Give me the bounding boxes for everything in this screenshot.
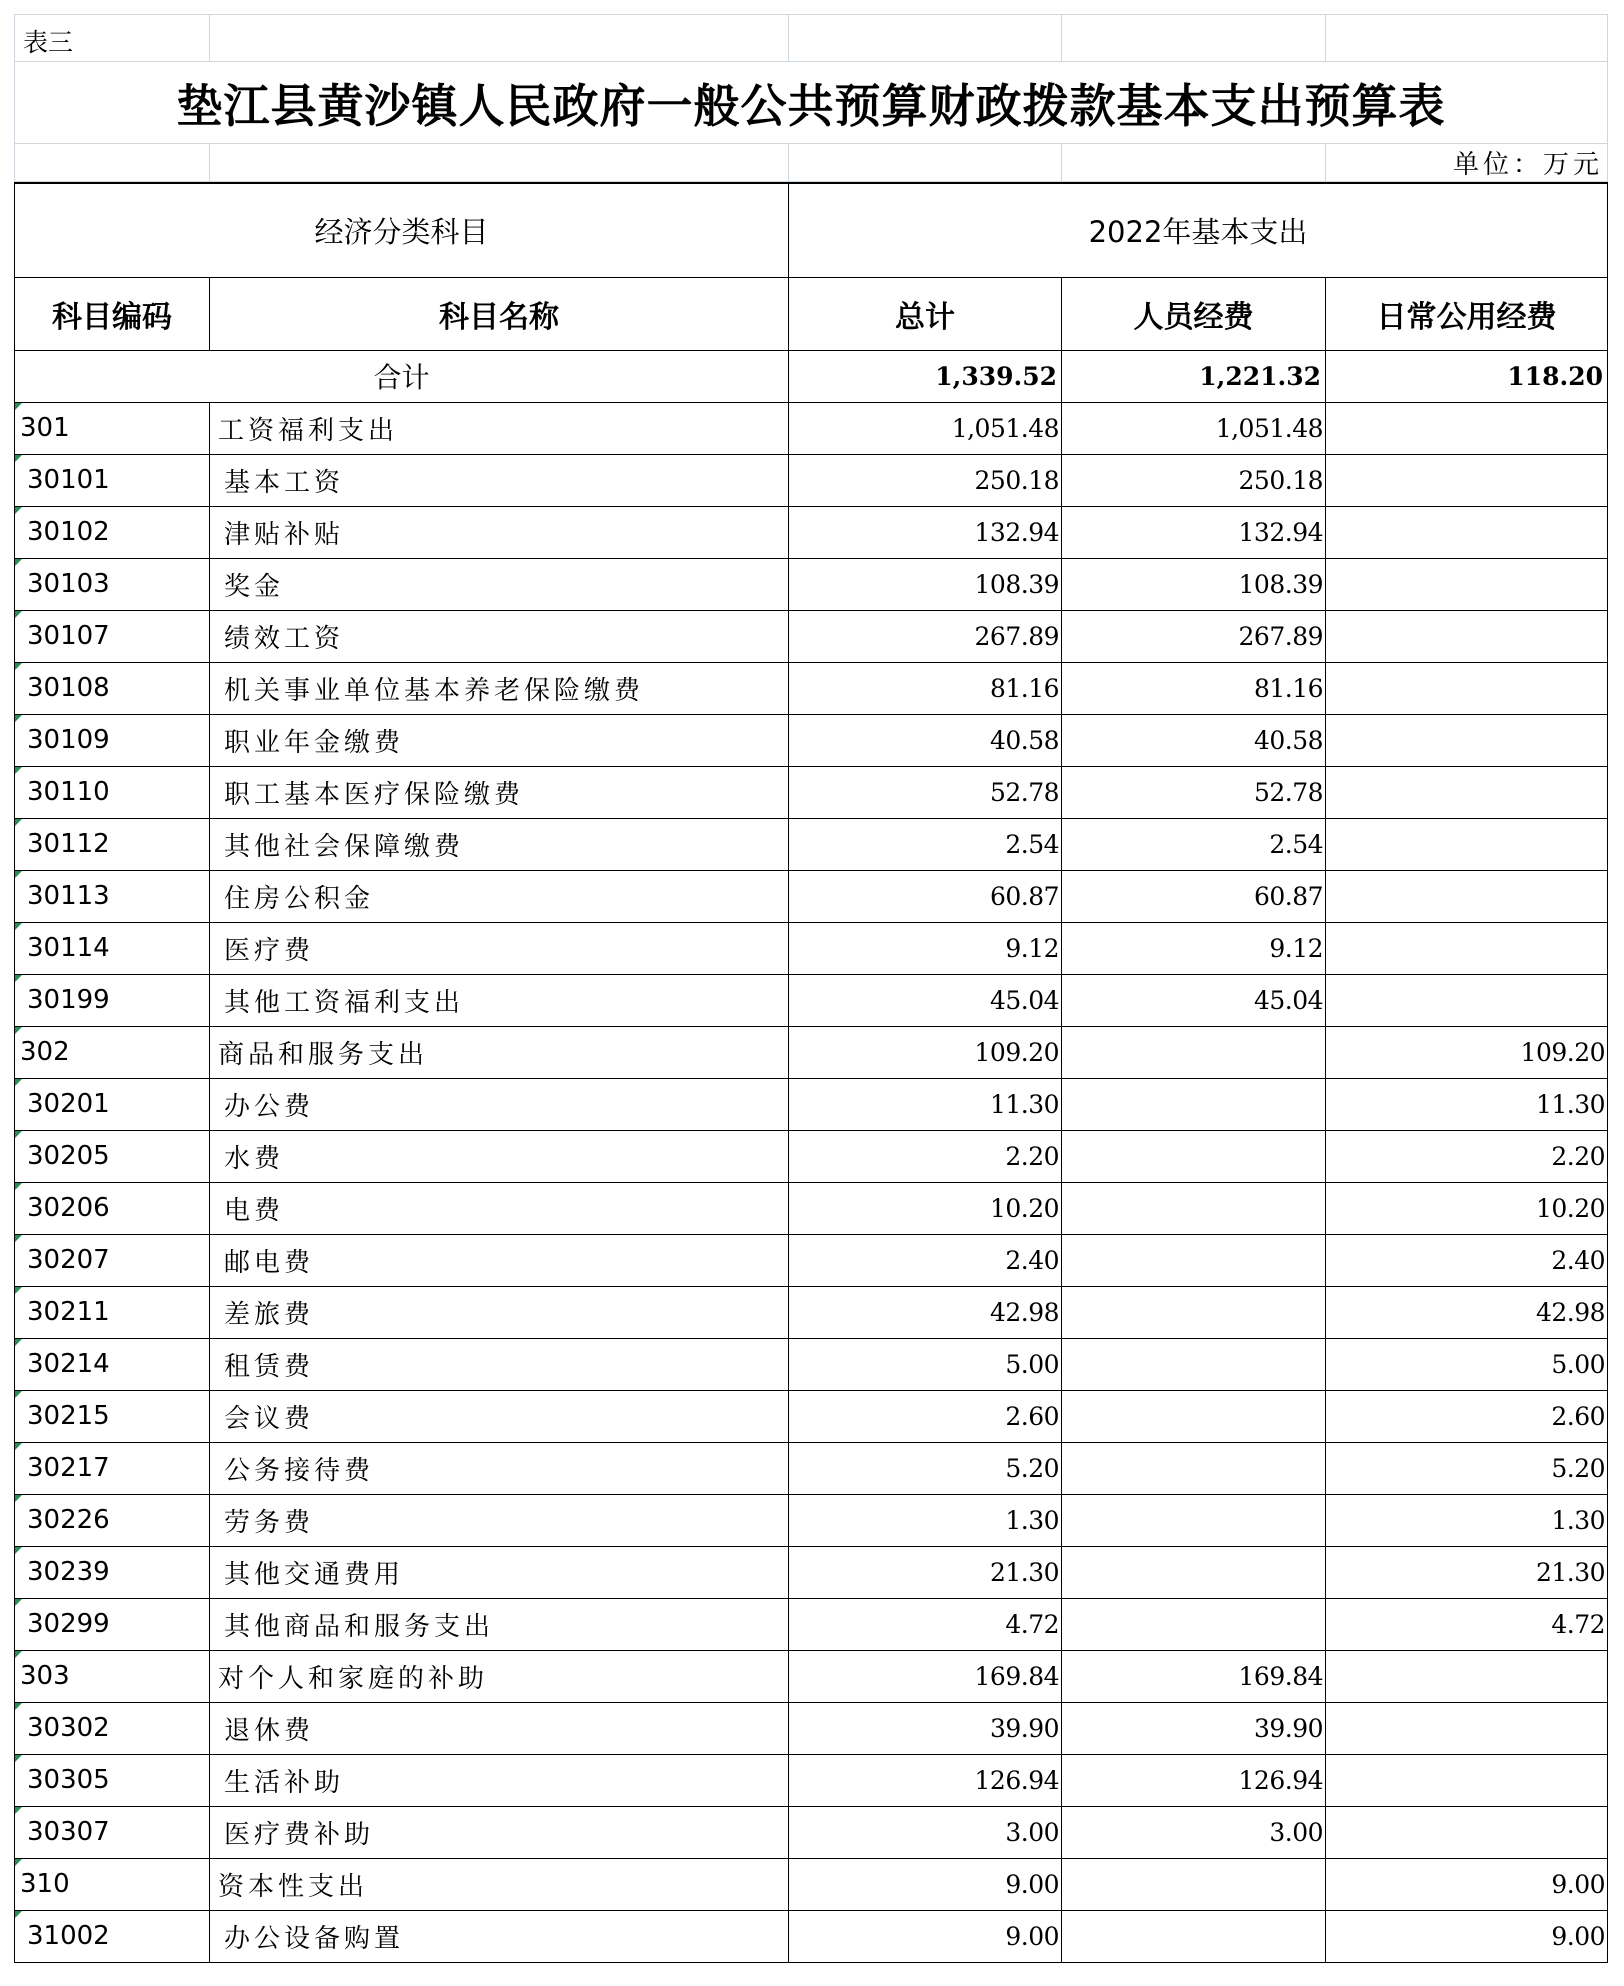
header-public[interactable]: 日常公用经费 <box>1326 277 1608 350</box>
amount-personnel[interactable] <box>1062 1130 1326 1182</box>
amount-personnel[interactable]: 169.84 <box>1062 1650 1326 1702</box>
amount-personnel[interactable]: 81.16 <box>1062 662 1326 714</box>
subject-name[interactable]: 住房公积金 <box>210 870 789 922</box>
total-label[interactable]: 合计 <box>15 350 789 402</box>
subject-code[interactable] <box>15 870 210 922</box>
subject-code-text: 302 <box>20 1037 70 1067</box>
table-row <box>15 1442 1608 1494</box>
amount-total[interactable]: 9.00 <box>789 1858 1062 1910</box>
amount-total[interactable]: 2.60 <box>789 1390 1062 1442</box>
green-triangle-icon <box>15 1287 22 1294</box>
subject-name[interactable]: 劳务费 <box>210 1494 789 1546</box>
table-row <box>15 1858 1608 1910</box>
table-row <box>15 1286 1608 1338</box>
table-row <box>15 506 1608 558</box>
amount-total[interactable]: 1.30 <box>789 1494 1062 1546</box>
subject-code-text: 30102 <box>27 517 110 547</box>
sheet-header-grid <box>14 14 1608 182</box>
amount-personnel[interactable] <box>1062 1234 1326 1286</box>
amount-total[interactable]: 60.87 <box>789 870 1062 922</box>
green-triangle-icon <box>15 559 22 566</box>
amount-total[interactable]: 45.04 <box>789 974 1062 1026</box>
table-row <box>15 1182 1608 1234</box>
budget-table <box>14 182 1608 1963</box>
subject-code-text: 30103 <box>27 569 110 599</box>
header-econ-class[interactable]: 经济分类科目 <box>15 183 789 277</box>
subject-code[interactable] <box>15 1650 210 1702</box>
amount-personnel[interactable]: 2.54 <box>1062 818 1326 870</box>
table-row <box>15 1338 1608 1390</box>
amount-public[interactable] <box>1326 454 1608 506</box>
amount-public[interactable]: 4.72 <box>1326 1598 1608 1650</box>
table-row <box>15 1702 1608 1754</box>
amount-personnel[interactable]: 40.58 <box>1062 714 1326 766</box>
subject-name[interactable]: 水费 <box>210 1130 789 1182</box>
table-row <box>15 1546 1608 1598</box>
subject-code-text: 30108 <box>27 673 110 703</box>
green-triangle-icon <box>15 507 22 514</box>
subject-name[interactable]: 商品和服务支出 <box>210 1026 789 1078</box>
green-triangle-icon <box>15 1079 22 1086</box>
subject-name[interactable]: 办公设备购置 <box>210 1910 789 1962</box>
subject-code[interactable] <box>15 1390 210 1442</box>
green-triangle-icon <box>15 403 22 410</box>
total-public[interactable]: 118.20 <box>1326 350 1608 402</box>
subject-code[interactable] <box>15 1182 210 1234</box>
amount-personnel[interactable]: 250.18 <box>1062 454 1326 506</box>
empty-cell[interactable] <box>210 15 789 62</box>
subject-code-text: 30109 <box>27 725 110 755</box>
amount-personnel[interactable]: 1,051.48 <box>1062 402 1326 454</box>
amount-total[interactable]: 267.89 <box>789 610 1062 662</box>
subject-name[interactable]: 生活补助 <box>210 1754 789 1806</box>
amount-total[interactable]: 11.30 <box>789 1078 1062 1130</box>
subject-name[interactable]: 差旅费 <box>210 1286 789 1338</box>
amount-personnel[interactable]: 108.39 <box>1062 558 1326 610</box>
empty-cell[interactable] <box>1326 15 1608 62</box>
amount-personnel[interactable]: 52.78 <box>1062 766 1326 818</box>
amount-total[interactable]: 9.00 <box>789 1910 1062 1962</box>
subject-code[interactable] <box>15 1338 210 1390</box>
green-triangle-icon <box>15 663 22 670</box>
green-triangle-icon <box>15 1547 22 1554</box>
green-triangle-icon <box>15 1651 22 1658</box>
subject-code[interactable] <box>15 610 210 662</box>
amount-total[interactable]: 5.20 <box>789 1442 1062 1494</box>
amount-public[interactable] <box>1326 1754 1608 1806</box>
table-row <box>15 610 1608 662</box>
table-row <box>15 1130 1608 1182</box>
subject-name[interactable]: 公务接待费 <box>210 1442 789 1494</box>
amount-public[interactable]: 21.30 <box>1326 1546 1608 1598</box>
subject-code[interactable] <box>15 1234 210 1286</box>
amount-public[interactable] <box>1326 1702 1608 1754</box>
subject-name[interactable]: 其他商品和服务支出 <box>210 1598 789 1650</box>
subject-code[interactable] <box>15 1130 210 1182</box>
subject-code-text: 301 <box>20 413 70 443</box>
subject-code-text: 30305 <box>27 1765 110 1795</box>
subject-name[interactable]: 租赁费 <box>210 1338 789 1390</box>
table-row <box>15 1078 1608 1130</box>
amount-public[interactable]: 109.20 <box>1326 1026 1608 1078</box>
table-row <box>15 402 1608 454</box>
amount-total[interactable]: 81.16 <box>789 662 1062 714</box>
table-row <box>15 1026 1608 1078</box>
amount-personnel[interactable] <box>1062 1442 1326 1494</box>
table-row <box>15 558 1608 610</box>
header-total[interactable]: 总计 <box>789 277 1062 350</box>
subject-code-text: 30110 <box>27 777 110 807</box>
green-triangle-icon <box>15 1339 22 1346</box>
header-code[interactable]: 科目编码 <box>15 277 210 350</box>
subject-code-text: 30217 <box>27 1453 110 1483</box>
subject-code[interactable] <box>15 402 210 454</box>
amount-total[interactable]: 42.98 <box>789 1286 1062 1338</box>
amount-total[interactable]: 169.84 <box>789 1650 1062 1702</box>
green-triangle-icon <box>15 1703 22 1710</box>
subject-name[interactable]: 基本工资 <box>210 454 789 506</box>
page-title[interactable]: 垫江县黄沙镇人民政府一般公共预算财政拨款基本支出预算表 <box>15 62 1608 144</box>
amount-public[interactable]: 9.00 <box>1326 1910 1608 1962</box>
amount-total[interactable]: 132.94 <box>789 506 1062 558</box>
total-personnel[interactable]: 1,221.32 <box>1062 350 1326 402</box>
green-triangle-icon <box>15 1027 22 1034</box>
amount-public[interactable]: 10.20 <box>1326 1182 1608 1234</box>
subject-code-text: 30299 <box>27 1609 110 1639</box>
empty-cell[interactable] <box>789 144 1062 182</box>
table-row <box>15 1910 1608 1962</box>
subject-name[interactable]: 医疗费 <box>210 922 789 974</box>
green-triangle-icon <box>15 1183 22 1190</box>
amount-personnel[interactable]: 132.94 <box>1062 506 1326 558</box>
total-total[interactable]: 1,339.52 <box>789 350 1062 402</box>
subject-code[interactable] <box>15 818 210 870</box>
table-row <box>15 766 1608 818</box>
sheet-label[interactable]: 表三 <box>15 15 210 62</box>
subject-code[interactable] <box>15 1806 210 1858</box>
subject-code-text: 30201 <box>27 1089 110 1119</box>
subject-code-text: 30211 <box>27 1297 110 1327</box>
amount-total[interactable]: 52.78 <box>789 766 1062 818</box>
subject-name[interactable]: 职工基本医疗保险缴费 <box>210 766 789 818</box>
amount-public[interactable] <box>1326 714 1608 766</box>
subject-name[interactable]: 其他交通费用 <box>210 1546 789 1598</box>
green-triangle-icon <box>15 1807 22 1814</box>
amount-public[interactable] <box>1326 558 1608 610</box>
table-row <box>15 922 1608 974</box>
subject-code[interactable] <box>15 1858 210 1910</box>
amount-total[interactable]: 4.72 <box>789 1598 1062 1650</box>
amount-total[interactable]: 10.20 <box>789 1182 1062 1234</box>
green-triangle-icon <box>15 767 22 774</box>
amount-total[interactable]: 2.54 <box>789 818 1062 870</box>
subject-name[interactable]: 退休费 <box>210 1702 789 1754</box>
amount-public[interactable]: 11.30 <box>1326 1078 1608 1130</box>
subject-code-text: 30114 <box>27 933 110 963</box>
amount-total[interactable]: 40.58 <box>789 714 1062 766</box>
subject-code[interactable] <box>15 714 210 766</box>
subject-code-text: 30215 <box>27 1401 110 1431</box>
subject-name[interactable]: 绩效工资 <box>210 610 789 662</box>
subject-code[interactable] <box>15 1702 210 1754</box>
table-row <box>15 1390 1608 1442</box>
subject-code[interactable] <box>15 1494 210 1546</box>
amount-personnel[interactable] <box>1062 1182 1326 1234</box>
green-triangle-icon <box>15 1391 22 1398</box>
subject-code-text: 30214 <box>27 1349 110 1379</box>
subject-name[interactable]: 办公费 <box>210 1078 789 1130</box>
subject-code[interactable] <box>15 1078 210 1130</box>
empty-cell[interactable] <box>1062 15 1326 62</box>
amount-personnel[interactable] <box>1062 1546 1326 1598</box>
subject-code-text: 30207 <box>27 1245 110 1275</box>
subject-name[interactable]: 医疗费补助 <box>210 1806 789 1858</box>
table-row <box>15 1650 1608 1702</box>
amount-personnel[interactable] <box>1062 1858 1326 1910</box>
amount-total[interactable]: 9.12 <box>789 922 1062 974</box>
subject-code[interactable] <box>15 1910 210 1962</box>
subject-name[interactable]: 其他工资福利支出 <box>210 974 789 1026</box>
table-row <box>15 870 1608 922</box>
amount-public[interactable] <box>1326 766 1608 818</box>
amount-total[interactable]: 2.40 <box>789 1234 1062 1286</box>
empty-cell[interactable] <box>789 15 1062 62</box>
green-triangle-icon <box>15 1911 22 1918</box>
amount-total[interactable]: 21.30 <box>789 1546 1062 1598</box>
subject-code-text: 30206 <box>27 1193 110 1223</box>
header-year-basic[interactable]: 2022年基本支出 <box>789 183 1608 277</box>
table-row <box>15 1806 1608 1858</box>
amount-total[interactable]: 250.18 <box>789 454 1062 506</box>
subject-code-text: 310 <box>20 1869 70 1899</box>
subject-code-text: 30205 <box>27 1141 110 1171</box>
amount-personnel[interactable]: 126.94 <box>1062 1754 1326 1806</box>
subject-code-text: 30112 <box>27 829 110 859</box>
subject-name[interactable]: 奖金 <box>210 558 789 610</box>
table-row <box>15 714 1608 766</box>
green-triangle-icon <box>15 1235 22 1242</box>
amount-total[interactable]: 3.00 <box>789 1806 1062 1858</box>
empty-cell[interactable] <box>15 144 210 182</box>
amount-public[interactable] <box>1326 870 1608 922</box>
subject-code-text: 30107 <box>27 621 110 651</box>
subject-code-text: 30113 <box>27 881 110 911</box>
unit-label[interactable]: 单位：万元 <box>1326 144 1608 182</box>
amount-total[interactable]: 2.20 <box>789 1130 1062 1182</box>
header-personnel[interactable]: 人员经费 <box>1062 277 1326 350</box>
amount-public[interactable]: 42.98 <box>1326 1286 1608 1338</box>
green-triangle-icon <box>15 871 22 878</box>
subject-name[interactable]: 工资福利支出 <box>210 402 789 454</box>
amount-personnel[interactable] <box>1062 1286 1326 1338</box>
green-triangle-icon <box>15 715 22 722</box>
subject-code[interactable] <box>15 662 210 714</box>
amount-public[interactable]: 9.00 <box>1326 1858 1608 1910</box>
subject-name[interactable]: 机关事业单位基本养老保险缴费 <box>210 662 789 714</box>
subject-code[interactable] <box>15 922 210 974</box>
subject-code[interactable] <box>15 1754 210 1806</box>
amount-public[interactable] <box>1326 1650 1608 1702</box>
green-triangle-icon <box>15 1131 22 1138</box>
amount-public[interactable]: 5.20 <box>1326 1442 1608 1494</box>
empty-cell[interactable] <box>1062 144 1326 182</box>
amount-personnel[interactable]: 3.00 <box>1062 1806 1326 1858</box>
amount-personnel[interactable] <box>1062 1026 1326 1078</box>
subject-name[interactable]: 职业年金缴费 <box>210 714 789 766</box>
subject-code-text: 30199 <box>27 985 110 1015</box>
amount-personnel[interactable]: 267.89 <box>1062 610 1326 662</box>
amount-personnel[interactable] <box>1062 1910 1326 1962</box>
amount-public[interactable] <box>1326 610 1608 662</box>
amount-total[interactable]: 126.94 <box>789 1754 1062 1806</box>
green-triangle-icon <box>15 455 22 462</box>
table-row <box>15 1598 1608 1650</box>
amount-personnel[interactable] <box>1062 1598 1326 1650</box>
green-triangle-icon <box>15 923 22 930</box>
budget-sheet <box>14 14 1607 1963</box>
amount-public[interactable] <box>1326 1806 1608 1858</box>
subject-name[interactable]: 其他社会保障缴费 <box>210 818 789 870</box>
subject-name[interactable]: 电费 <box>210 1182 789 1234</box>
subject-code-text: 31002 <box>27 1921 110 1951</box>
subject-name[interactable]: 对个人和家庭的补助 <box>210 1650 789 1702</box>
subject-code[interactable] <box>15 1598 210 1650</box>
amount-total[interactable]: 5.00 <box>789 1338 1062 1390</box>
green-triangle-icon <box>15 611 22 618</box>
amount-public[interactable]: 2.40 <box>1326 1234 1608 1286</box>
amount-personnel[interactable]: 39.90 <box>1062 1702 1326 1754</box>
amount-personnel[interactable] <box>1062 1338 1326 1390</box>
amount-public[interactable] <box>1326 922 1608 974</box>
amount-public[interactable] <box>1326 506 1608 558</box>
subject-code-text: 30302 <box>27 1713 110 1743</box>
amount-public[interactable] <box>1326 662 1608 714</box>
amount-personnel[interactable] <box>1062 1494 1326 1546</box>
green-triangle-icon <box>15 1495 22 1502</box>
subject-code[interactable] <box>15 1286 210 1338</box>
amount-public[interactable] <box>1326 402 1608 454</box>
subject-name[interactable]: 资本性支出 <box>210 1858 789 1910</box>
green-triangle-icon <box>15 1755 22 1762</box>
subject-code-text: 30101 <box>27 465 110 495</box>
empty-cell[interactable] <box>210 144 789 182</box>
subject-code[interactable] <box>15 974 210 1026</box>
table-row <box>15 818 1608 870</box>
amount-personnel[interactable]: 45.04 <box>1062 974 1326 1026</box>
subject-code-text: 30307 <box>27 1817 110 1847</box>
subject-code[interactable] <box>15 1546 210 1598</box>
header-name[interactable]: 科目名称 <box>210 277 789 350</box>
amount-personnel[interactable]: 9.12 <box>1062 922 1326 974</box>
subject-code[interactable] <box>15 1026 210 1078</box>
amount-total[interactable]: 109.20 <box>789 1026 1062 1078</box>
amount-public[interactable]: 2.60 <box>1326 1390 1608 1442</box>
subject-code[interactable] <box>15 1442 210 1494</box>
amount-total[interactable]: 1,051.48 <box>789 402 1062 454</box>
amount-personnel[interactable] <box>1062 1078 1326 1130</box>
subject-name[interactable]: 津贴补贴 <box>210 506 789 558</box>
subject-code[interactable] <box>15 506 210 558</box>
subject-code[interactable] <box>15 558 210 610</box>
table-row <box>15 454 1608 506</box>
green-triangle-icon <box>15 1443 22 1450</box>
subject-code-text: 30239 <box>27 1557 110 1587</box>
table-row <box>15 1494 1608 1546</box>
subject-name[interactable]: 会议费 <box>210 1390 789 1442</box>
table-row <box>15 974 1608 1026</box>
amount-total[interactable]: 108.39 <box>789 558 1062 610</box>
green-triangle-icon <box>15 1599 22 1606</box>
table-row <box>15 1234 1608 1286</box>
subject-code[interactable] <box>15 766 210 818</box>
amount-public[interactable]: 1.30 <box>1326 1494 1608 1546</box>
subject-code-text: 30226 <box>27 1505 110 1535</box>
subject-code-text: 303 <box>20 1661 70 1691</box>
amount-public[interactable]: 2.20 <box>1326 1130 1608 1182</box>
amount-personnel[interactable]: 60.87 <box>1062 870 1326 922</box>
subject-code[interactable] <box>15 454 210 506</box>
total-row <box>15 350 1608 402</box>
subject-name[interactable]: 邮电费 <box>210 1234 789 1286</box>
table-row <box>15 662 1608 714</box>
amount-public[interactable]: 5.00 <box>1326 1338 1608 1390</box>
green-triangle-icon <box>15 1859 22 1866</box>
amount-personnel[interactable] <box>1062 1390 1326 1442</box>
amount-public[interactable] <box>1326 974 1608 1026</box>
amount-public[interactable] <box>1326 818 1608 870</box>
green-triangle-icon <box>15 819 22 826</box>
amount-total[interactable]: 39.90 <box>789 1702 1062 1754</box>
table-body <box>15 402 1608 1962</box>
green-triangle-icon <box>15 975 22 982</box>
table-row <box>15 1754 1608 1806</box>
